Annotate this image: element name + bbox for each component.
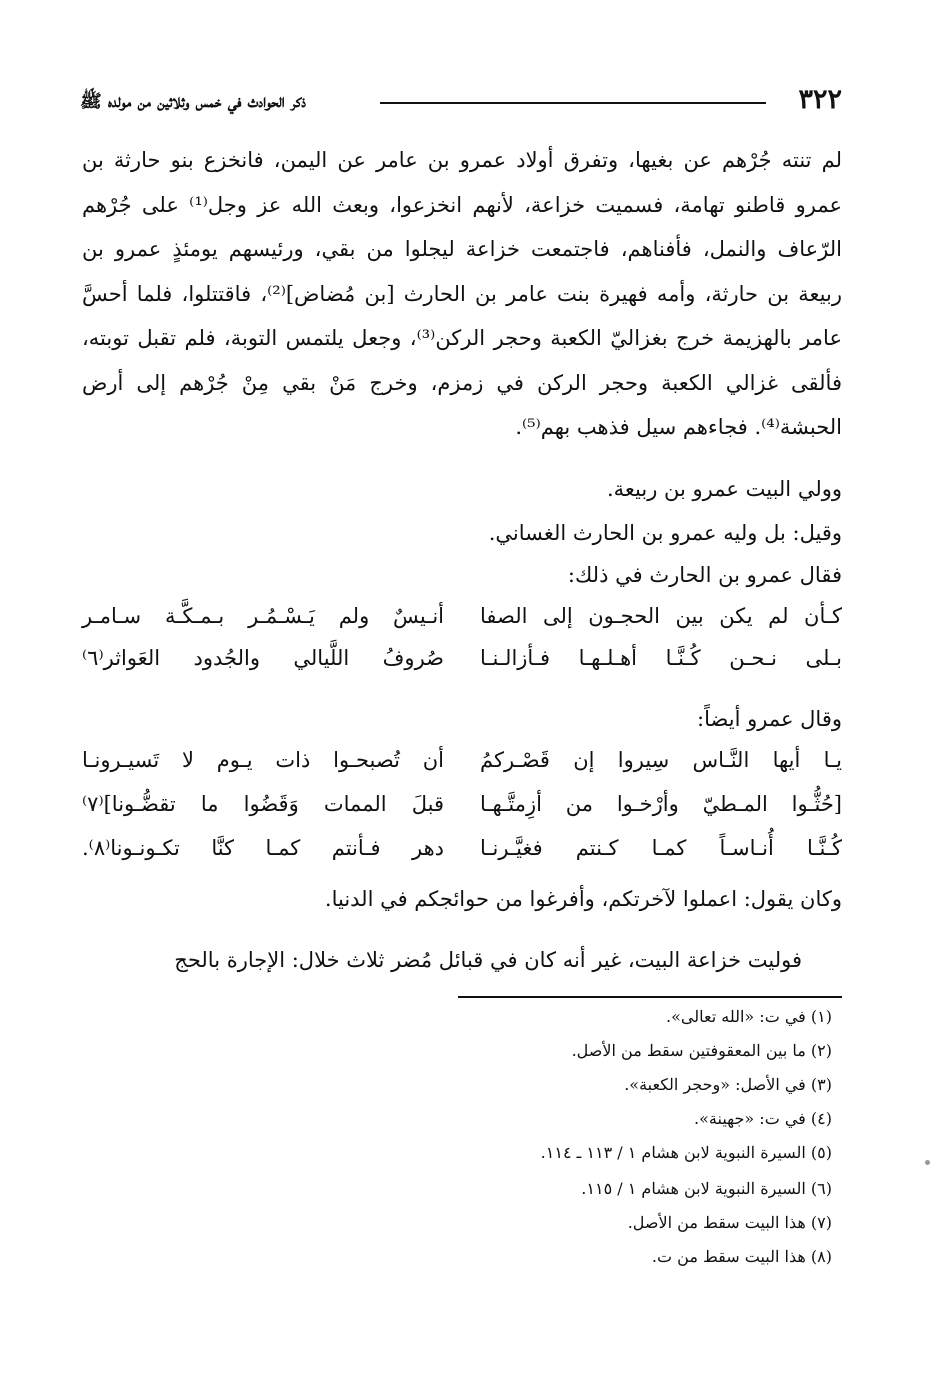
body-line-1: وولي البيت عمرو بن ربيعة. [606,477,842,501]
poem-2-verse-2-first-hemistich: [حُثُّـوا المـطيّ وأرْخـوا من أزِمتَّـهـا [480,792,842,816]
poem-2-verse-1-first-hemistich: يـا أيها النَّـاس سِيروا إن قَصْـركمُ [480,748,842,772]
poem-1-verse-1-second-hemistich: أنـيسٌ ولم يَـسْـمُـر بـمـكَّـة سـامـر [82,604,444,628]
running-title: ذكر الحوادث في خمس وثلاثين من مولده ﷺ [80,91,306,112]
footnote-5: (٥) السيرة النبوية لابن هشام ١ / ١١٣ ـ ١١٤. [540,1143,832,1162]
footnote-rule [458,996,842,998]
page-header [80,80,842,120]
poem-2-verse-1 [82,748,842,784]
body-line-4: وقال عمرو أيضاً: [697,707,842,731]
header-rule [380,102,766,104]
footnote-4: (٤) في ت: «جهينة». [694,1109,832,1128]
footnote-1: (١) في ت: «الله تعالى». [666,1007,832,1026]
footnote-2: (٢) ما بين المعقوفتين سقط من الأصل. [571,1041,832,1060]
footnote-8: (٨) هذا البيت سقط من ت. [651,1247,832,1266]
footnote-3: (٣) في الأصل: «وحجر الكعبة». [624,1075,832,1094]
poem-2-verse-3-first-hemistich: كُـنَّـا أُنـاسـاً كمـا كـنتم فغيَّـرنـا [480,836,842,860]
footnote-6: (٦) السيرة النبوية لابن هشام ١ / ١١٥. [581,1179,832,1198]
footnote-7: (٧) هذا البيت سقط من الأصل. [627,1213,832,1232]
body-line-3: فقال عمرو بن الحارث في ذلك: [567,563,842,587]
body-line-5: وكان يقول: اعملوا لآخرتكم، وأفرغوا من حوائجكم في الدنيا. [324,887,842,911]
poem-2-verse-2 [82,792,842,828]
poem-1-verse-2 [82,646,842,682]
poem-1-verse-2-second-hemistich: صُروفُ اللَّيالي والجُدود العَواثر⁽٦⁾ [82,646,444,670]
poem-2-verse-3 [82,836,842,872]
poem-2-verse-1-second-hemistich: أن تُصبحـوا ذات يـوم لا تَسيـرونـا [82,748,444,772]
poem-2-verse-2-second-hemistich: قبلَ الممات وَقَضُوا ما تقضُّـونا]⁽٧⁾ [82,792,444,816]
page-number: ٣٢٢ [798,84,842,115]
poem-2-verse-3-second-hemistich: دهر فـأنتم كمـا كنَّا تكـونـونا⁽٨⁾. [82,836,444,860]
poem-1-verse-1-first-hemistich: كـأن لم يكن بين الحجـون إلى الصفا [480,604,842,628]
body-paragraph-1: لم تنته جُرْهم عن بغيها، وتفرق أولاد عمرو بن عامر عن اليمن، فانخزع بنو حارثة بن عمرو قاطنو تهامة، فسميت خزاعة، لأنهم انخزعوا، وبعث الله عز وجل⁽¹⁾ على جُرْهم الرّعاف والنمل، فأفناهم، فاجتمعت خزاعة ليجلوا من بقي، ورئيسهم يومئذٍ عمرو بن ربيعة بن حارثة، وأمه فهيرة بنت عامر بن الحارث [بن مُضاض]⁽²⁾، فاقتتلوا، فلما أحسَّ عامر بالهزيمة خرج بغزاليّ الكعبة وحجر الركن⁽³⁾، وجعل يلتمس التوبة، فلم تقبل توبته، فألقى غزالي الكعبة وحجر الركن في زمزم، وخرج مَنْ بقي مِنْ جُرْهم إلى أرض الحبشة⁽⁴⁾. فجاءهم سيل فذهب بهم⁽⁵⁾. [82,148,842,439]
poem-1-verse-1 [82,604,842,640]
scan-speck [925,1160,930,1165]
poem-1-verse-2-first-hemistich: بـلى نـحـن كُـنَّـا أهـلـهـا فـأزالـنـا [480,646,842,670]
body-paragraph-2: فوليت خزاعة البيت، غير أنه كان في قبائل مُضر ثلاث خلال: الإجارة بالحج [174,948,802,972]
body-line-2: وقيل: بل وليه عمرو بن الحارث الغساني. [488,521,842,545]
